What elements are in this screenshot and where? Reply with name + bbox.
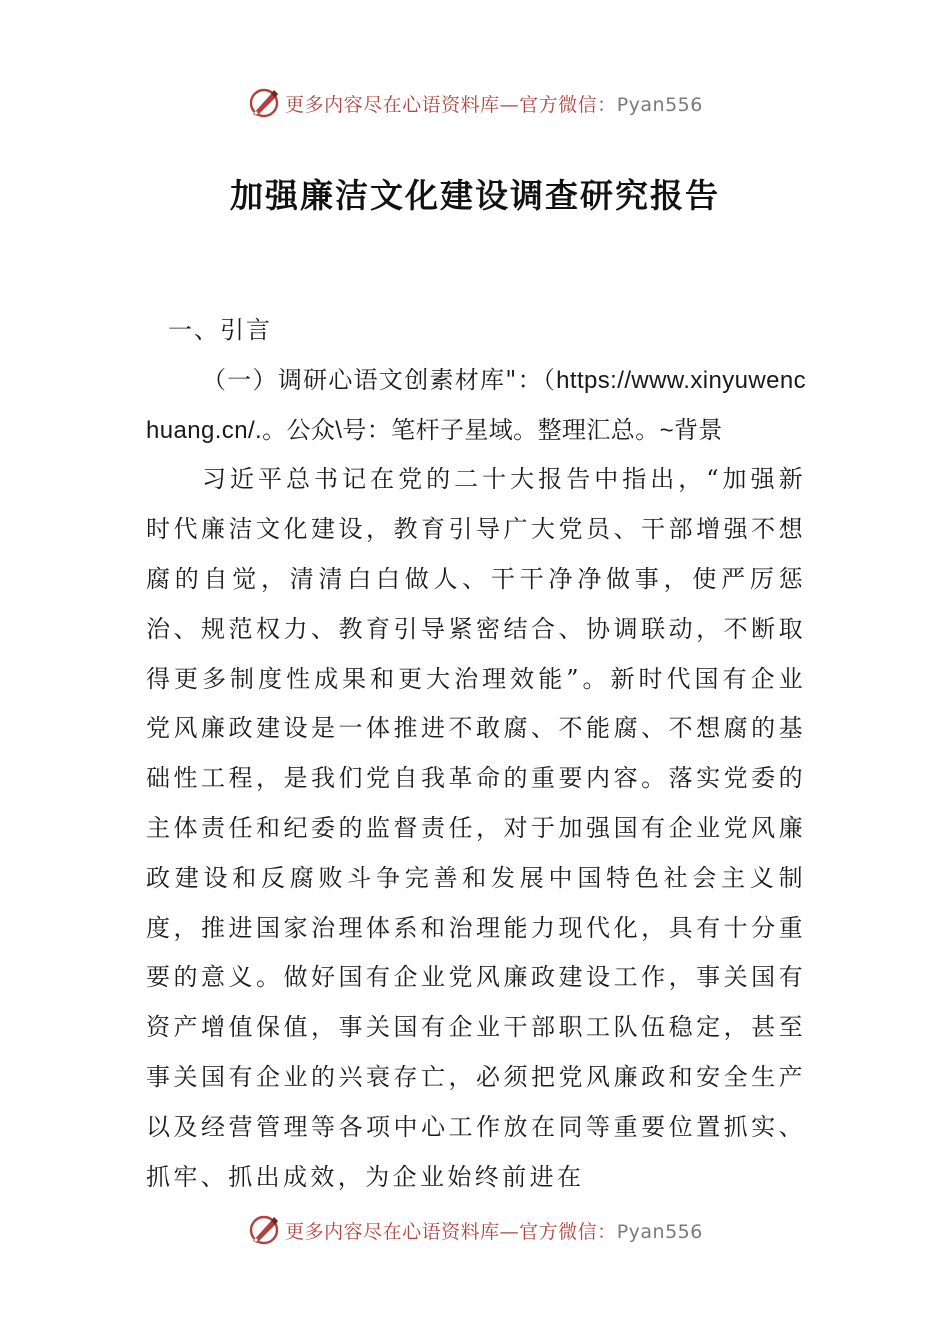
subsection-heading: （一）调研心语文创素材库"：（https://www.xinyuwenchuang.cn/.。公众\号：笔杆子星域。整理汇总。~背景 [146,365,806,444]
banner-text: 更多内容尽在心语资料库—官方微信：Pyan556 [285,93,703,116]
pen-logo-icon [247,86,281,120]
body-paragraph: 习近平总书记在党的二十大报告中指出，“加强新时代廉洁文化建设，教育引导广大党员、干部增强不想腐的自觉，清清白白做人、干干净净做事，使严厉惩治、规范权力、教育引导紧密结合、协调联动，不断取得更多制度性成果和更大治理效能”。新时代国有企业党风廉政建设是一体推进不敢腐、不能腐、不想腐的基础性工程，是我们党自我革命的重要内容。落实党委的主体责任和纪委的监督责任，对于加强国有企业党风廉政建设和反腐败斗争完善和发展中国特色社会主义制度，推进国家治理体系和治理能力现代化，具有十分重要的意义。做好国有企业党风廉政建设工作，事关国有资产增值保值，事关国有企业干部职工队伍稳定，甚至事关国有企业的兴衰存亡，必须把党风廉政和安全生产以及经营管理等各项中心工作放在同等重要位置抓实、抓牢、抓出成效，为企业始终前进在 [146,465,806,1191]
footer-banner [0,1210,950,1250]
document-body [146,306,806,1202]
pen-logo-icon [247,1213,281,1247]
wechat-id: Pyan556 [616,1220,703,1243]
section-heading: 一、引言 [168,316,272,344]
wechat-id: Pyan556 [616,93,703,116]
header-banner [0,83,950,123]
document-title: 加强廉洁文化建设调查研究报告 [230,176,720,215]
website-url: https://www.xinyuwenchuang.cn/ [146,366,806,444]
banner-text: 更多内容尽在心语资料库—官方微信：Pyan556 [285,1220,703,1243]
